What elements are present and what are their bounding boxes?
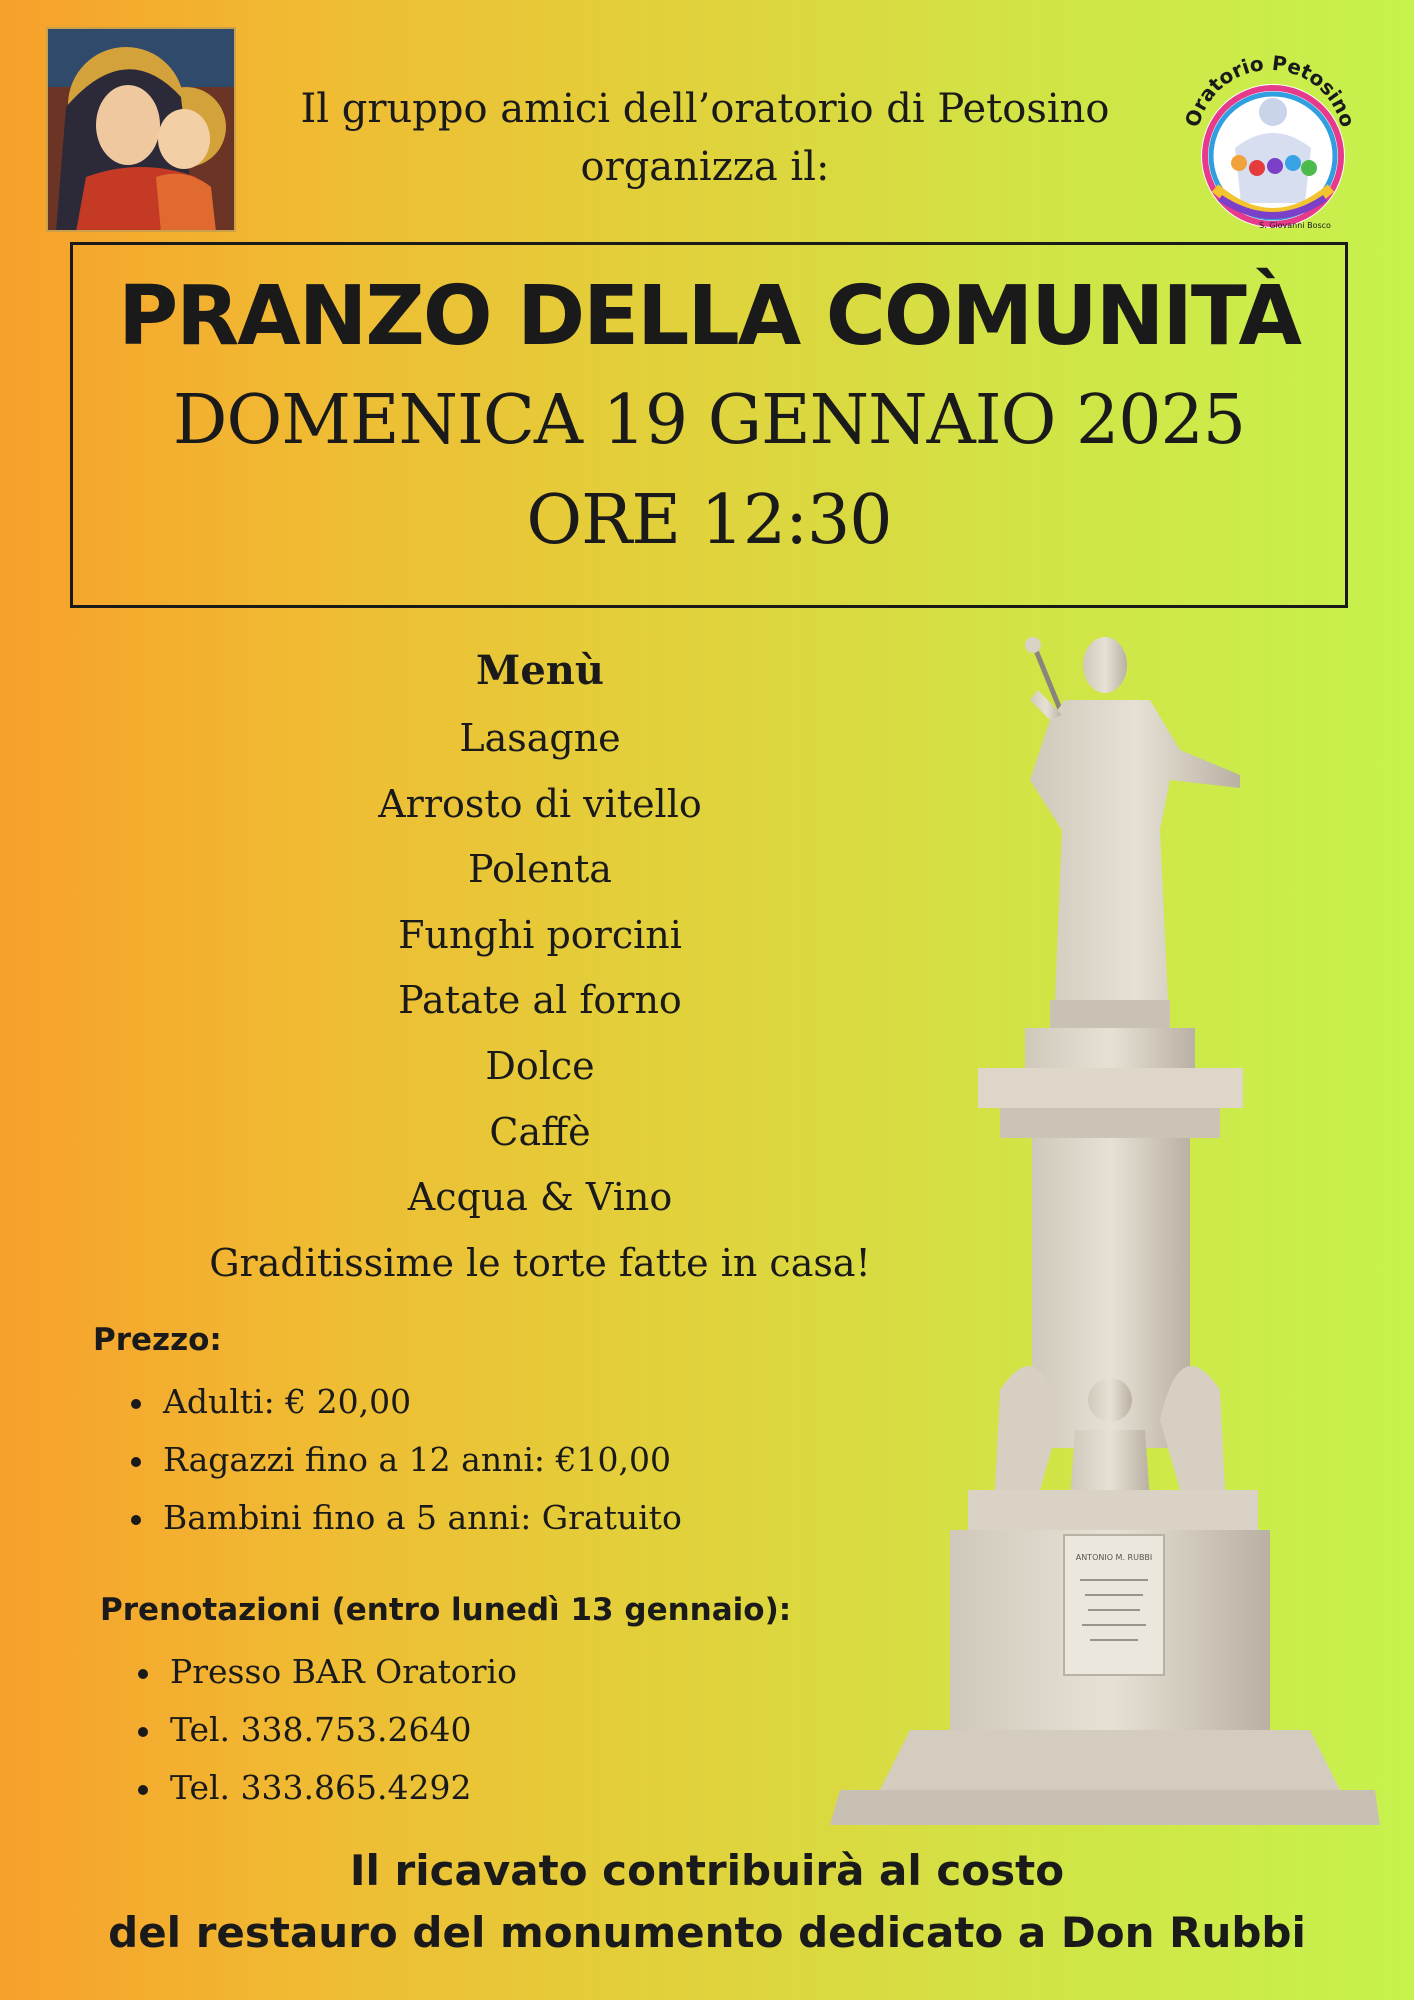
booking-item-phone-2: Tel. 333.865.4292	[138, 1759, 1000, 1817]
logo-sub-text: S. Giovanni Bosco	[1259, 221, 1331, 230]
proceeds-line-2: del restauro del monumento dedicato a Don Rubbi	[108, 1908, 1306, 1957]
price-title: Prezzo:	[93, 1322, 222, 1358]
booking-item-phone-1: Tel. 338.753.2640	[138, 1701, 1000, 1759]
menu-item: Patate al forno	[398, 978, 682, 1023]
booking-item-bar: Presso BAR Oratorio	[138, 1643, 1000, 1701]
price-list	[93, 1373, 893, 1547]
menu-item: Acqua & Vino	[407, 1175, 673, 1220]
menu-item: Caffè	[489, 1109, 591, 1154]
menu-item: Arrosto di vitello	[378, 781, 702, 826]
price-item-adults: Adulti: € 20,00	[131, 1373, 893, 1431]
price-item-kids: Ragazzi fino a 12 anni: €10,00	[131, 1431, 893, 1489]
event-title-box	[70, 242, 1348, 608]
menu-item: Funghi porcini	[398, 912, 682, 957]
madonna-icon-image	[46, 27, 236, 232]
menu-note: Graditissime le torte fatte in casa!	[209, 1240, 871, 1285]
madonna-icon	[46, 27, 236, 232]
price-section	[93, 1315, 893, 1547]
logo-arc-text: Oratorio Petosino	[1179, 50, 1361, 130]
menu-item: Dolce	[485, 1043, 595, 1088]
monument-plaque-text: ANTONIO M. RUBBI	[1075, 1553, 1153, 1562]
price-item-children: Bambini fino a 5 anni: Gratuito	[131, 1489, 893, 1547]
menu-title: Menù	[476, 647, 604, 694]
monument-image	[800, 630, 1390, 1830]
oratorio-logo-icon	[1175, 38, 1365, 238]
event-date: DOMENICA 19 GENNAIO 2025	[172, 381, 1246, 460]
proceeds-line-1: Il ricavato contribuirà al costo	[349, 1846, 1065, 1895]
menu-item: Polenta	[468, 847, 612, 892]
event-time: ORE 12:30	[526, 481, 892, 560]
booking-title: Prenotazioni (entro lunedì 13 gennaio):	[100, 1592, 792, 1628]
menu-item: Lasagne	[459, 716, 621, 760]
organizer-line: Il gruppo amici dell’oratorio di Petosino	[300, 86, 1110, 132]
oratorio-logo	[1175, 38, 1365, 238]
event-title: PRANZO DELLA COMUNITÀ	[118, 269, 1300, 364]
proceeds-note	[60, 1840, 1354, 1964]
organizer-intro	[260, 80, 1150, 196]
organizes-line: organizza il:	[580, 144, 830, 190]
monument-statue-icon	[800, 630, 1390, 1830]
